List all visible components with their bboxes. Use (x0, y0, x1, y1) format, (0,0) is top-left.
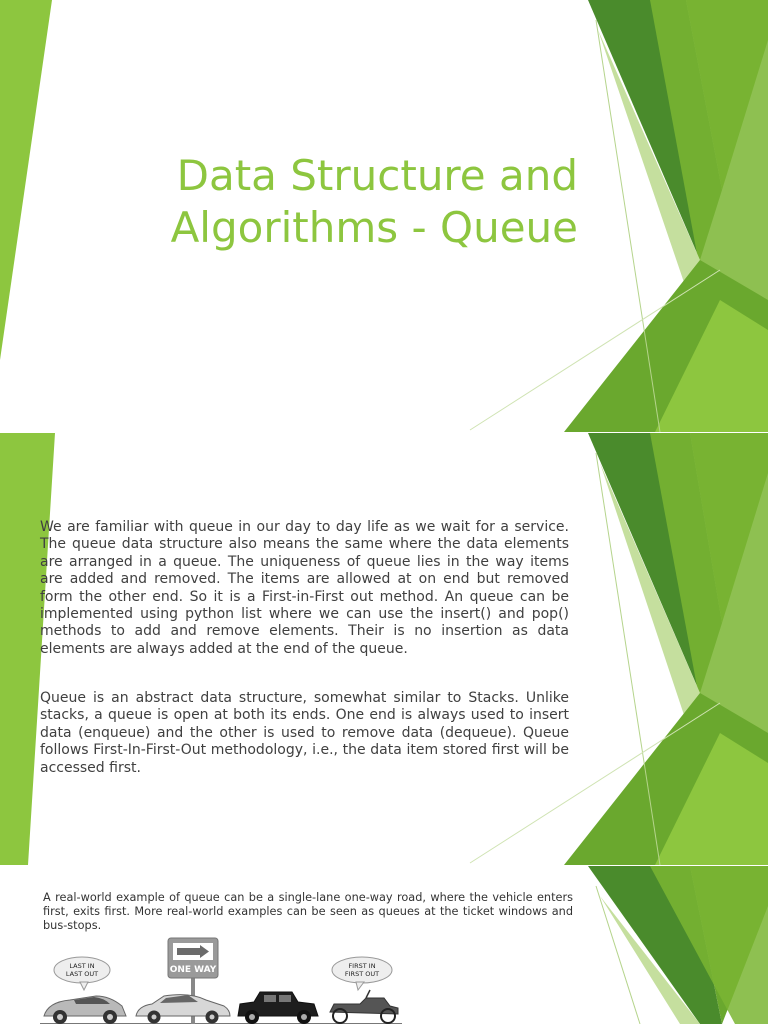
body-paragraph-2: Queue is an abstract data structure, somewhat similar to Stacks. Unlike stacks, a queue is open at both its ends. One end is always used to insert data (enqueue) and the other is used to remove data (dequeue). Queue follows First-In-First-Out methodology, i.e., the data item stored first will be accessed first. (40, 690, 569, 776)
bubble-left-line2: LAST OUT (65, 970, 99, 978)
body-paragraph-1: We are familiar with queue in our day to day life as we wait for a service. The queue data structure also means the same where the data elements are arranged in a queue. The uniqueness of queue lies in the way items are added and removed. The items are allowed at on end but removed form the other end. So it is a First-in-First out method. An queue can be implemented using python list where we can use the insert() and pop() methods to add and remove elements. Their is no insertion as data elements are always added at the end of the queue. (40, 519, 569, 657)
first-in-bubble (332, 957, 392, 990)
sign-label: ONE WAY (169, 965, 217, 975)
slide-title: Data Structure and Algorithms - Queue (170, 151, 578, 252)
car-sports-icon (44, 996, 126, 1024)
example-caption: A real-world example of queue can be a single-lane one-way road, where the vehicle enters first, exits first. More real-world examples can be seen as queues at the ticket windows and bus-stops. (43, 891, 573, 932)
car-sedan-icon (136, 995, 230, 1024)
last-in-bubble (54, 957, 110, 990)
bubble-right-line2: FIRST OUT (344, 970, 380, 978)
car-vintage-icon (238, 992, 318, 1024)
example-slide[interactable] (0, 866, 768, 1024)
one-way-road-illustration (40, 936, 410, 1024)
car-antique-icon (330, 990, 398, 1023)
bubble-left-line1: LAST IN (69, 962, 95, 970)
bubble-right-line1: FIRST IN (348, 962, 376, 970)
title-slide[interactable] (0, 0, 768, 432)
content-slide[interactable] (0, 433, 768, 865)
